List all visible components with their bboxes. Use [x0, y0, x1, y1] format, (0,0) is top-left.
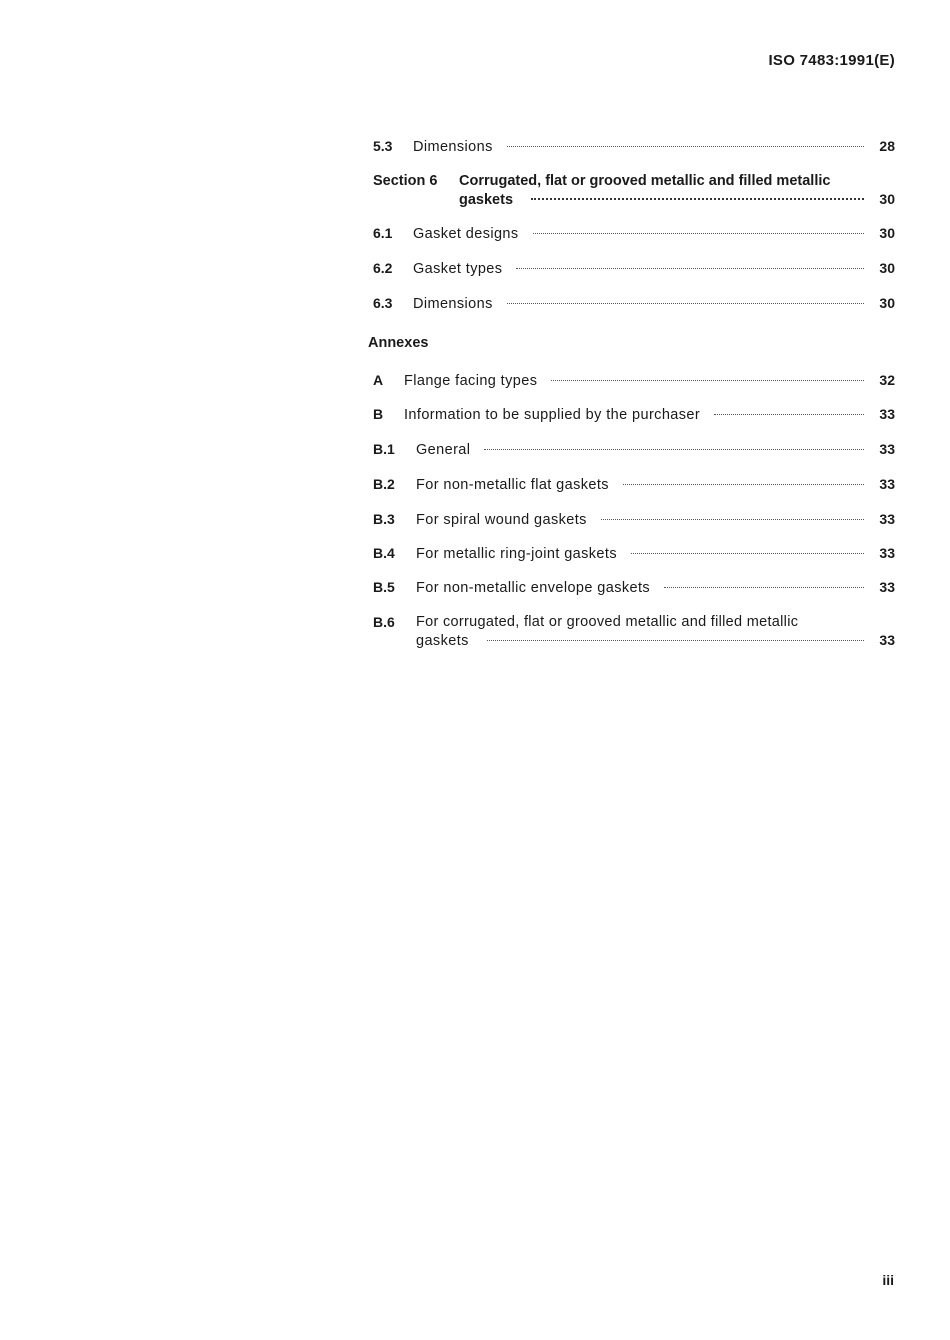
toc-entry-number: 5.3: [373, 138, 393, 154]
toc-entry-title: General: [416, 442, 471, 458]
toc-section-6[interactable]: [373, 172, 895, 209]
toc-entry-page: 33: [879, 579, 895, 595]
toc-entry-page: 30: [879, 260, 895, 276]
dot-leader: [623, 484, 864, 485]
toc-entry-6-2[interactable]: [373, 259, 895, 278]
dot-leader: [631, 553, 864, 554]
toc-entry-6-3[interactable]: [373, 294, 895, 313]
toc-entry-number: B.4: [373, 545, 395, 561]
toc-entry-page: 33: [879, 406, 895, 422]
dot-leader: [531, 198, 864, 200]
toc-entry-number: B.2: [373, 476, 395, 492]
dot-leader: [533, 233, 864, 234]
toc-entry-annex-b[interactable]: [373, 405, 895, 424]
toc-entry-title-line1: For corrugated, flat or grooved metallic and filled metallic: [416, 614, 799, 630]
toc-entry-page: 33: [879, 545, 895, 561]
toc-entry-page: 33: [879, 632, 895, 648]
toc-section-number: Section 6: [373, 173, 438, 189]
dot-leader: [507, 146, 864, 147]
toc-entry-title: Dimensions: [413, 296, 493, 312]
toc-entry-page: 30: [879, 295, 895, 311]
dot-leader: [507, 303, 864, 304]
toc-entry-page: 33: [879, 511, 895, 527]
toc-entry-title: Gasket types: [413, 261, 503, 277]
document-id: ISO 7483:1991(E): [768, 52, 895, 69]
toc-entry-number: A: [373, 372, 384, 388]
toc-entry-b-6[interactable]: [373, 613, 895, 650]
toc-entry-number: B.6: [373, 614, 395, 630]
toc-entry-title: Information to be supplied by the purchaser: [404, 407, 701, 423]
toc-entry-b-5[interactable]: [373, 578, 895, 597]
toc-entry-number: B.5: [373, 579, 395, 595]
toc-entry-title: For spiral wound gaskets: [416, 512, 587, 528]
toc-entry-number: 6.2: [373, 260, 393, 276]
dot-leader: [487, 640, 864, 641]
dot-leader: [714, 414, 864, 415]
toc-section-title-line1: Corrugated, flat or grooved metallic and filled metallic: [459, 173, 831, 189]
toc-section-title-line2: gaskets: [459, 192, 514, 208]
toc-entry-title: For non-metallic flat gaskets: [416, 477, 609, 493]
toc-entry-number: B: [373, 406, 384, 422]
toc-entry-page: 32: [879, 372, 895, 388]
toc-entry-b-3[interactable]: [373, 510, 895, 529]
toc-entry-annex-a[interactable]: [373, 371, 895, 390]
toc-entry-b-4[interactable]: [373, 544, 895, 563]
page-number: iii: [882, 1272, 894, 1288]
toc-entry-page: 28: [879, 138, 895, 154]
toc-entry-page: 30: [879, 225, 895, 241]
toc-entry-page: 30: [879, 191, 895, 207]
toc-entry-page: 33: [879, 476, 895, 492]
dot-leader: [516, 268, 864, 269]
toc-entry-page: 33: [879, 441, 895, 457]
toc-entry-title-line2: gaskets: [416, 633, 469, 649]
toc-entry-title: Flange facing types: [404, 373, 538, 389]
toc-entry-title: For metallic ring-joint gaskets: [416, 546, 617, 562]
toc-entry-title: Gasket designs: [413, 226, 519, 242]
annexes-heading: Annexes: [368, 335, 429, 351]
toc-entry-number: B.3: [373, 511, 395, 527]
toc-entry-b-1[interactable]: [373, 440, 895, 459]
toc-entry-b-2[interactable]: [373, 475, 895, 494]
toc-entry-number: 6.3: [373, 295, 393, 311]
toc-entry-6-1[interactable]: [373, 224, 895, 243]
toc-entry-number: 6.1: [373, 225, 393, 241]
dot-leader: [551, 380, 864, 381]
toc-entry-number: B.1: [373, 441, 395, 457]
toc-entry-title: Dimensions: [413, 139, 493, 155]
dot-leader: [484, 449, 864, 450]
dot-leader: [664, 587, 864, 588]
toc-entry-5-3[interactable]: [373, 137, 895, 156]
dot-leader: [601, 519, 864, 520]
toc-entry-title: For non-metallic envelope gaskets: [416, 580, 651, 596]
